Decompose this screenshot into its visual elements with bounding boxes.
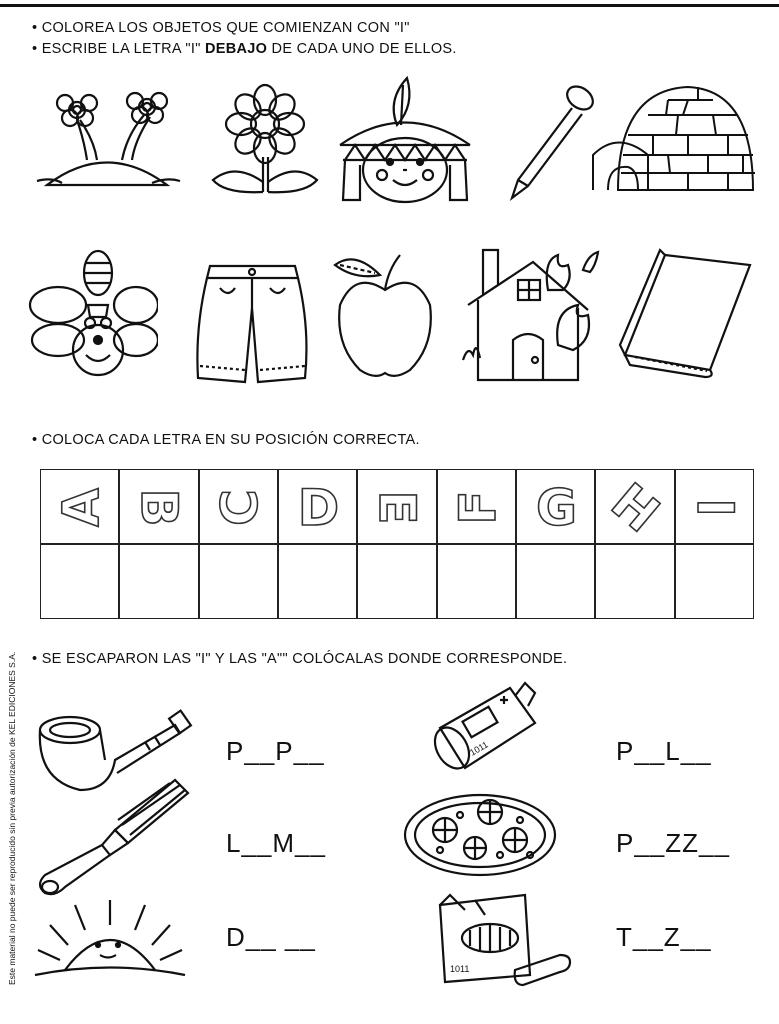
letter-grid: [40, 469, 754, 619]
insect-icon: [28, 245, 158, 385]
word-pila[interactable]: P__L__: [616, 736, 712, 766]
answer-cell[interactable]: [119, 544, 198, 619]
house-on-fire-icon: [458, 240, 608, 385]
word-pizza[interactable]: P__ZZ__: [616, 828, 730, 858]
outlined-letter: B: [130, 488, 189, 527]
outlined-letter: F: [448, 490, 507, 525]
instruction-color: • COLOREA LOS OBJETOS QUE COMIENZAN CON "I": [32, 20, 410, 36]
answer-cell[interactable]: [437, 544, 516, 619]
letter-cell: [278, 469, 357, 544]
letter-cell: [357, 469, 436, 544]
word-tiza[interactable]: T__Z__: [616, 922, 712, 952]
indian-child-icon: [335, 70, 475, 205]
word-lima[interactable]: L__M__: [226, 828, 326, 858]
instruction-missing-letters: • SE ESCAPARON LAS "I" Y LAS "A"" COLÓCALAS DONDE CORRESPONDE.: [32, 651, 568, 667]
letter-cell: [119, 469, 198, 544]
outlined-letter: D: [297, 478, 340, 537]
letter-cell: [199, 469, 278, 544]
outlined-letter: E: [368, 490, 427, 525]
pizza-icon: [400, 790, 560, 880]
pants-icon: [190, 258, 315, 388]
answer-cell[interactable]: [595, 544, 674, 619]
book-icon: [615, 245, 755, 380]
answer-cell[interactable]: [516, 544, 595, 619]
outlined-letter: H: [601, 471, 671, 544]
copyright-note: Este material no puede ser reproducido sin previa autorización de KEL EDICIONES S.A.: [7, 651, 17, 985]
file-icon: [30, 775, 190, 900]
outlined-letter: A: [51, 488, 110, 527]
apple-icon: [330, 245, 440, 385]
letter-cell: [40, 469, 119, 544]
answer-cell[interactable]: [278, 544, 357, 619]
flower-icon: [205, 82, 325, 202]
outlined-letter: G: [535, 478, 578, 537]
battery-icon: [420, 678, 545, 778]
sunrise-icon: [30, 890, 190, 990]
answer-cell[interactable]: [40, 544, 119, 619]
instruction-letters: • COLOCA CADA LETRA EN SU POSICIÓN CORRECTA.: [32, 432, 420, 448]
letter-cell: [595, 469, 674, 544]
answer-cell[interactable]: [357, 544, 436, 619]
igloo-icon: [588, 75, 763, 200]
instruction-write: • ESCRIBE LA LETRA "I" DEBAJO DE CADA UNO DE ELLOS.: [32, 41, 457, 57]
chalk-box-label: 1011: [450, 964, 470, 974]
palm-trees-island-icon: [32, 85, 182, 205]
outlined-letter: C: [210, 489, 269, 526]
answer-cell[interactable]: [675, 544, 754, 619]
word-pipa[interactable]: P__P__: [226, 736, 325, 766]
answer-cell[interactable]: [199, 544, 278, 619]
letter-cell: [437, 469, 516, 544]
outlined-letter: I: [686, 498, 745, 517]
word-dia[interactable]: D__ __: [226, 922, 316, 952]
top-rule: [0, 4, 779, 7]
chalk-icon: [435, 890, 575, 990]
battery-label: 1011: [468, 739, 490, 758]
letter-cell: [675, 469, 754, 544]
